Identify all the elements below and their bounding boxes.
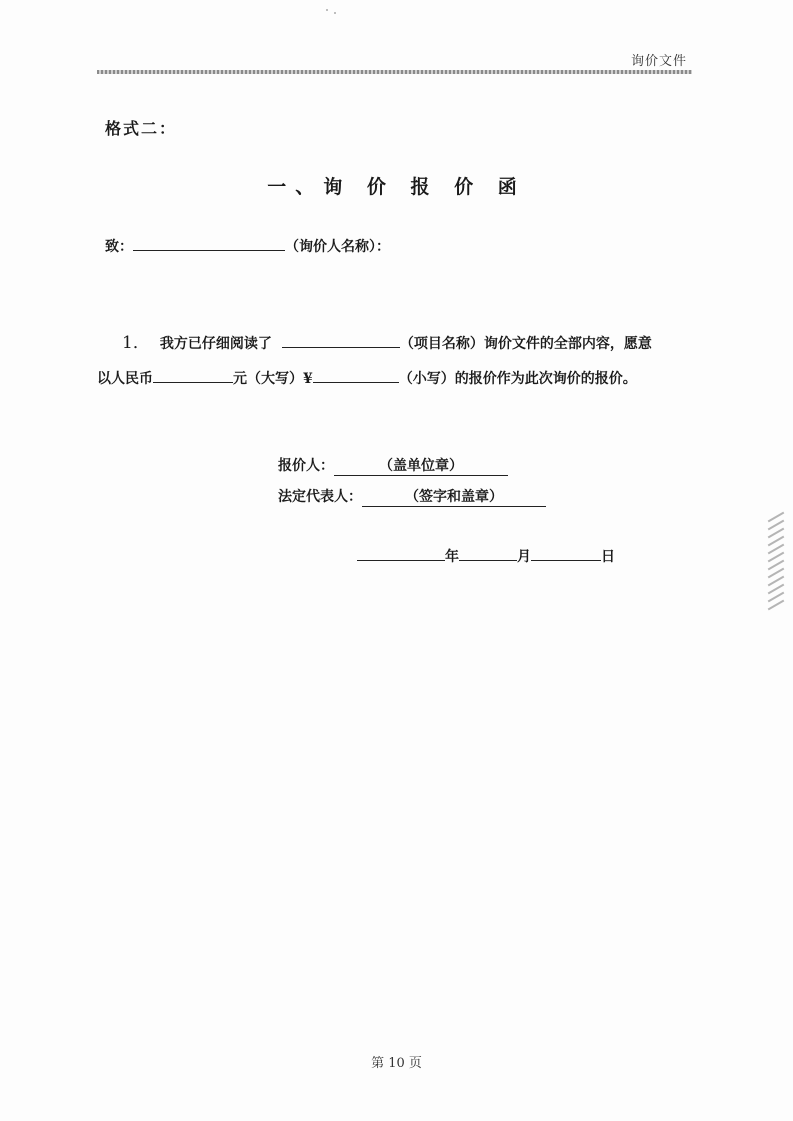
day-blank [531,546,601,561]
year-blank [357,546,445,561]
bidder-seal-field [334,455,508,476]
paragraph-text-3: 以人民币 [97,371,153,387]
paragraph-number: 1． [122,333,150,353]
to-suffix: （询价人名称）： [285,239,390,255]
legal-rep-label: 法定代表人： [278,489,362,505]
legal-rep-sign-text: （签字和盖章） [405,489,503,505]
scan-speck [326,9,328,11]
bidder-label: 报价人： [278,458,334,474]
recipient-blank [133,236,285,251]
project-name-blank [282,333,400,348]
legal-rep-sign-field [362,486,546,507]
paragraph-text-4: 元（大写）¥ [233,371,313,387]
date-line [357,546,615,566]
scan-speck [334,12,336,14]
header-rule [97,70,692,74]
header-title: 询价文件 [630,54,687,69]
day-label: 日 [601,549,615,565]
paragraph-text-5: （小写）的报价作为此次询价的报价。 [398,371,637,387]
to-line [105,236,390,256]
paragraph-text-2: （项目名称）询价文件的全部内容，愿意 [399,336,652,352]
month-blank [459,546,517,561]
amount-figures-blank [313,368,399,383]
year-label: 年 [445,549,459,565]
paragraph-1-line-1 [122,328,652,353]
to-prefix: 致： [105,239,133,255]
bidder-line [278,455,508,476]
page-number: 第 10 页 [371,1056,422,1071]
format-label: 格式二： [105,119,178,138]
scan-edge-artifact [767,510,785,612]
legal-rep-line [278,486,546,507]
paragraph-text-1: 我方已仔细阅读了 [159,336,272,352]
document-title: 一、询 价 报 价 函 [267,176,526,198]
bidder-seal-text: （盖单位章） [379,458,463,474]
amount-words-blank [153,368,233,383]
month-label: 月 [517,549,531,565]
paragraph-1-line-2 [97,368,637,388]
